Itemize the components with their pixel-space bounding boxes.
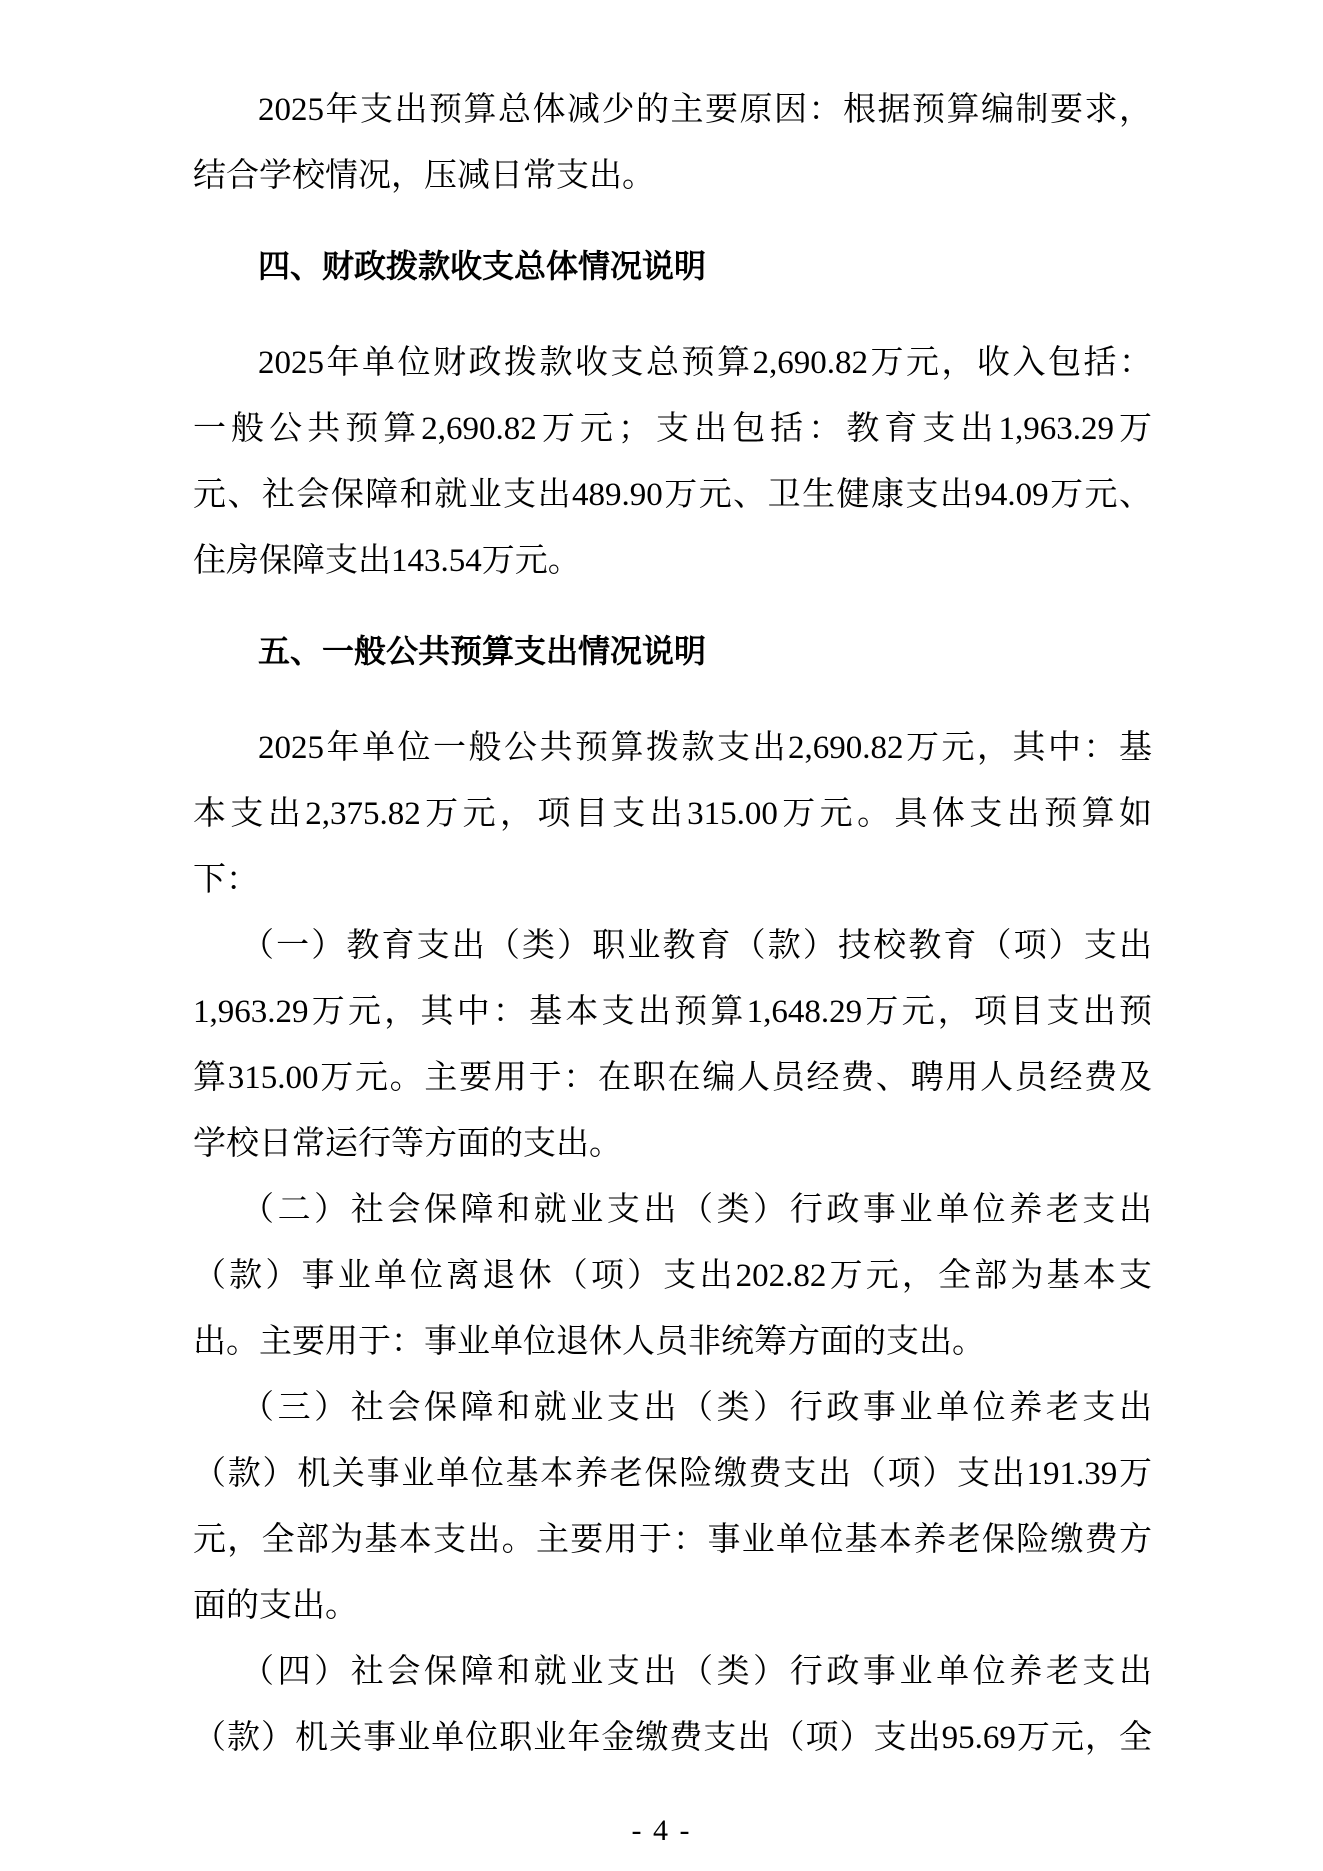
text-line: 1,963.29万元，其中：基本支出预算1,648.29万元，项目支出预 <box>193 994 1152 1030</box>
text-line: 元，全部为基本支出。主要用于：事业单位基本养老保险缴费方 <box>193 1522 1152 1558</box>
text-line: 一般公共预算2,690.82万元；支出包括：教育支出1,963.29万 <box>193 411 1152 447</box>
text-line: （四）社会保障和就业支出（类）行政事业单位养老支出 <box>241 1654 1152 1690</box>
text-line: （三）社会保障和就业支出（类）行政事业单位养老支出 <box>241 1390 1152 1426</box>
text-line: （款）机关事业单位基本养老保险缴费支出（项）支出191.39万 <box>193 1456 1152 1492</box>
text-line: （款）事业单位离退休（项）支出202.82万元，全部为基本支 <box>193 1258 1152 1294</box>
text-line: 下： <box>193 862 259 898</box>
text-line: 学校日常运行等方面的支出。 <box>193 1126 622 1162</box>
text-line: 结合学校情况，压减日常支出。 <box>193 158 655 194</box>
text-line: 2025年支出预算总体减少的主要原因：根据预算编制要求， <box>258 92 1152 128</box>
text-line: 出。主要用于：事业单位退休人员非统筹方面的支出。 <box>193 1324 985 1360</box>
text-line: 住房保障支出143.54万元。 <box>193 543 581 579</box>
section-heading-4: 四、财政拨款收支总体情况说明 <box>258 248 707 284</box>
text-line: 2025年单位一般公共预算拨款支出2,690.82万元，其中：基 <box>258 730 1152 766</box>
text-line: 2025年单位财政拨款收支总预算2,690.82万元，收入包括： <box>258 345 1152 381</box>
text-line: （款）机关事业单位职业年金缴费支出（项）支出95.69万元，全 <box>193 1720 1152 1756</box>
text-line: 算315.00万元。主要用于：在职在编人员经费、聘用人员经费及 <box>193 1060 1152 1096</box>
text-line: 元、社会保障和就业支出489.90万元、卫生健康支出94.09万元、 <box>193 477 1152 513</box>
page-number: - 4 - <box>631 1814 692 1847</box>
document-body <box>193 77 1152 1771</box>
text-line: 本支出2,375.82万元，项目支出315.00万元。具体支出预算如 <box>193 796 1152 832</box>
text-line: （二）社会保障和就业支出（类）行政事业单位养老支出 <box>241 1192 1152 1228</box>
text-line: （一）教育支出（类）职业教育（款）技校教育（项）支出 <box>241 928 1152 964</box>
section-heading-5: 五、一般公共预算支出情况说明 <box>258 633 707 669</box>
text-line: 面的支出。 <box>193 1588 358 1624</box>
